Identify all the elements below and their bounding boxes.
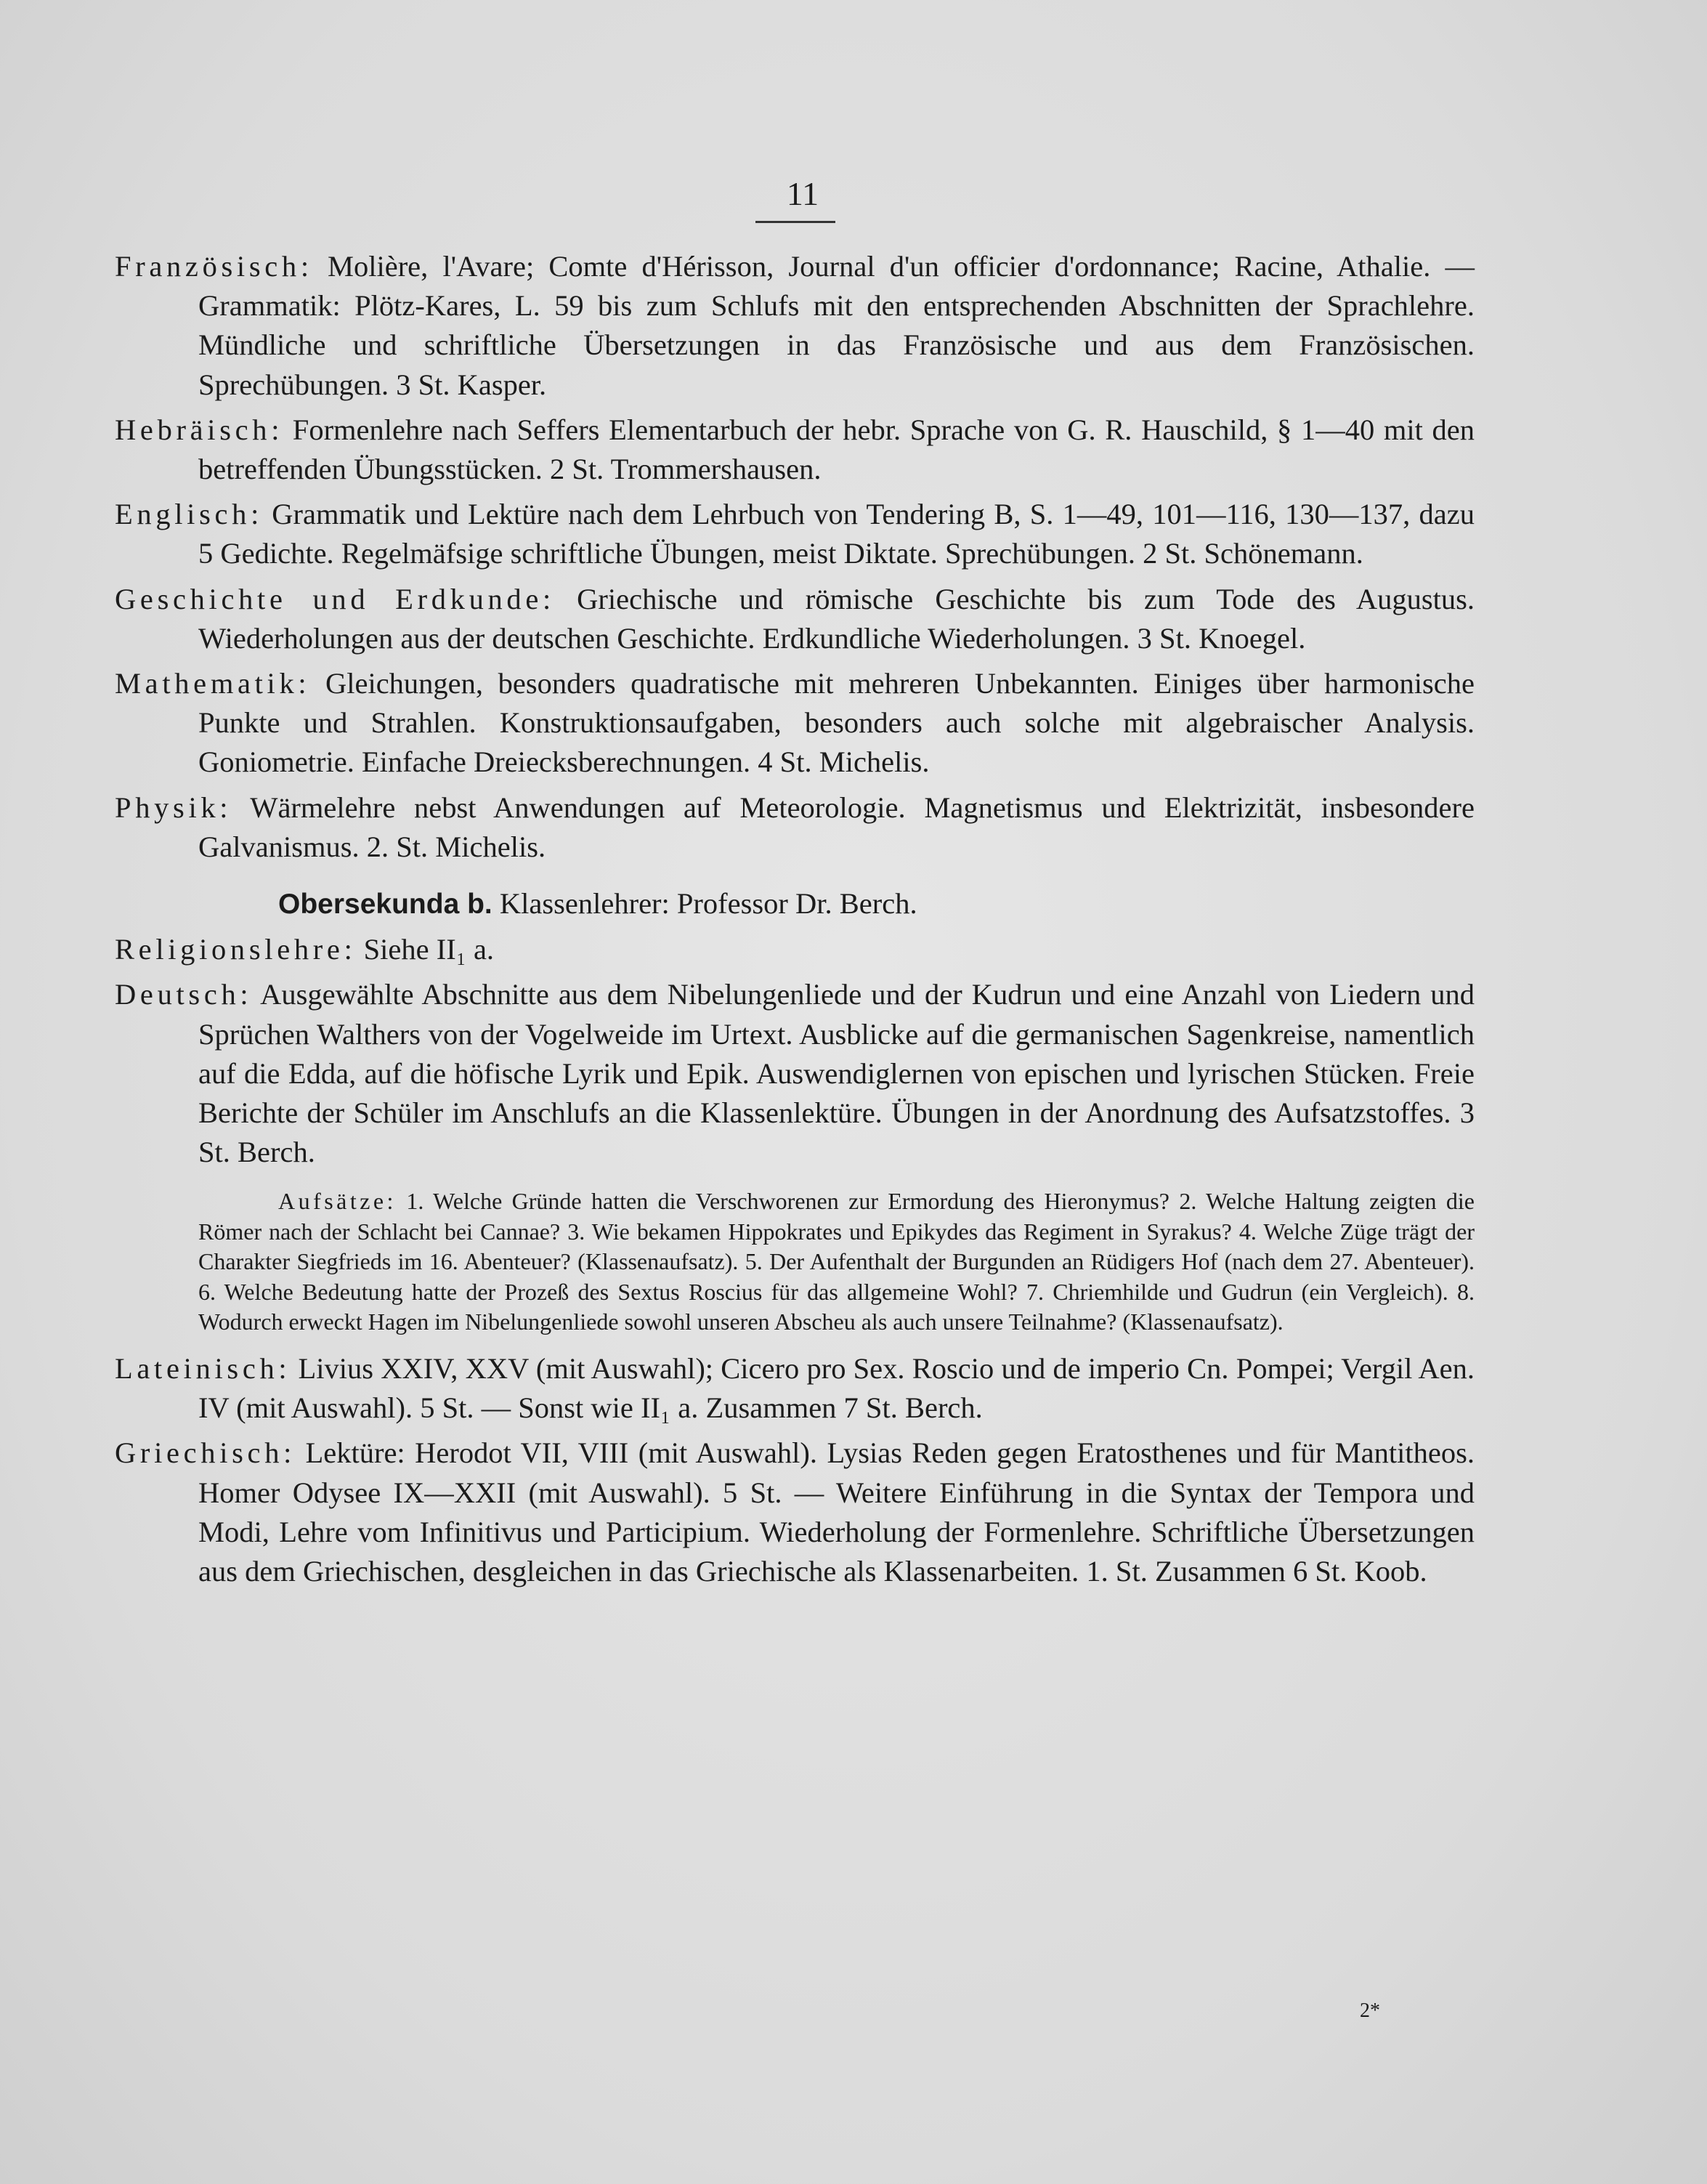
subject-text: Ausgewählte Abschnitte aus dem Nibelungenliede und der Kudrun und eine Anzahl von Liedern und Sprüchen Walthers von der Vogelweide im Urtext. Ausblicke auf die germanischen Sagenkreise, namentlich auf die Edda, auf die höfische Lyrik und Epik. Auswendiglernen von epischen und lyrischen Stücken. Freie Berichte der Schüler im Anschlufs an die Klassenlektüre. Übungen in der Anordnung des Aufsatzstoffes. 3 St. Berch. [198, 978, 1475, 1169]
subject-text: Formenlehre nach Seffers Elementarbuch der hebr. Sprache von G. R. Hauschild, § 1—40 mit den betreffenden Übungsstücken. 2 St. Trommershausen. [198, 413, 1475, 486]
subject-label: Religionslehre: [115, 933, 357, 966]
essays-text: 1. Welche Gründe hatten die Verschworenen zur Ermordung des Hieronymus? 2. Welche Haltung zeigten die Römer nach der Schlacht bei Cannae? 3. Wie bekamen Hippokrates und Epikydes das Regiment in Syrakus? 4. Welche Züge trägt der Charakter Siegfrieds im 16. Abenteuer? (Klassenaufsatz). 5. Der Aufenthalt der Burgunden an Rüdigers Hof (nach dem 27. Abenteuer). 6. Welche Bedeutung hatte der Prozeß des Sextus Roscius für das allgemeine Wohl? 7. Chriemhilde und Gudrun (ein Vergleich). 8. Wodurch erweckt Hagen im Nibelungenliede sowohl unseren Abscheu als auch unsere Teilnahme? (Klassenaufsatz). [198, 1188, 1475, 1335]
subject-label: Mathematik: [115, 667, 311, 700]
subject-entry-englisch [115, 495, 1475, 573]
subject-label: Französisch: [115, 250, 313, 283]
subject-text: Gleichungen, besonders quadratische mit mehreren Unbekannten. Einiges über harmonische Punkte und Strahlen. Konstruktionsaufgaben, besonders auch solche mit algebraischer Analysis. Goniometrie. Einfache Dreiecksberechnungen. 4 St. Michelis. [198, 667, 1475, 779]
subject-text: Siehe II₁ a. [363, 933, 495, 966]
subject-label: Physik: [115, 790, 232, 824]
subject-label: Lateinisch: [115, 1351, 291, 1385]
subject-entry-mathematik [115, 664, 1475, 782]
class-name: Obersekunda b. [278, 889, 492, 921]
page-number-rule [755, 221, 835, 223]
subject-entry-franzoesisch [115, 247, 1475, 405]
subject-entry-lateinisch [115, 1349, 1475, 1428]
subject-label: Deutsch: [115, 978, 253, 1011]
subject-label: Englisch: [115, 498, 264, 531]
subject-label: Geschichte und Erdkunde: [115, 582, 555, 615]
essay-topics [115, 1186, 1475, 1338]
subject-label: Hebräisch: [115, 413, 284, 446]
page-number: 11 [786, 175, 819, 212]
subject-text: Livius XXIV, XXV (mit Auswahl); Cicero pro Sex. Roscio und de imperio Cn. Pompei; Vergil Aen. IV (mit Auswahl). 5 St. — Sonst wie II₁ a. Zusammen 7 St. Berch. [198, 1351, 1475, 1425]
signature-mark: 2* [1360, 1999, 1380, 2022]
subject-text: Lektüre: Herodot VII, VIII (mit Auswahl). Lysias Reden gegen Eratosthenes und für Mantitheos. Homer Odysee IX—XXII (mit Auswahl). 5 St. — Weitere Einführung in die Syntax der Tempora und Modi, Lehre vom Infinitivus und Participium. Wiederholung der Formenlehre. Schriftliche Übersetzungen aus dem Griechischen, desgleichen in das Griechische als Klassenarbeiten. 1. St. Zusammen 6 St. Koob. [198, 1436, 1475, 1588]
subject-text: Molière, l'Avare; Comte d'Hérisson, Journal d'un officier d'ordonnance; Racine, Athalie. — Grammatik: Plötz-Kares, L. 59 bis zum Schlufs mit den entsprechenden Abschnitten der Sprachlehre. Mündliche und schriftliche Übersetzungen in das Französische und aus dem Französischen. Sprechübungen. 3 St. Kasper. [198, 250, 1475, 401]
subject-label: Griechisch: [115, 1436, 296, 1470]
essays-label: Aufsätze: [278, 1188, 397, 1215]
subject-entry-griechisch [115, 1433, 1475, 1591]
subject-text: Grammatik und Lektüre nach dem Lehrbuch von Tendering B, S. 1—49, 101—116, 130—137, dazu 5 Gedichte. Regelmäfsige schriftliche Übungen, meist Diktate. Sprechübungen. 2 St. Schönemann. [198, 498, 1475, 570]
subject-entry-physik [115, 788, 1475, 867]
class-heading [115, 884, 1475, 924]
subject-entry-religionslehre [115, 930, 1475, 969]
subject-entry-hebraeisch [115, 410, 1475, 489]
subject-text: Griechische und römische Geschichte bis zum Tode des Augustus. Wiederholungen aus der deutschen Geschichte. Erdkundliche Wiederholungen. 3 St. Knoegel. [198, 582, 1475, 655]
subject-text: Wärmelehre nebst Anwendungen auf Meteorologie. Magnetismus und Elektrizität, insbesondere Galvanismus. 2. St. Michelis. [198, 790, 1475, 863]
text-body [115, 247, 1475, 1597]
subject-entry-deutsch [115, 975, 1475, 1172]
subject-entry-geschichte [115, 580, 1475, 658]
class-teacher: Klassenlehrer: Professor Dr. Berch. [499, 887, 917, 921]
